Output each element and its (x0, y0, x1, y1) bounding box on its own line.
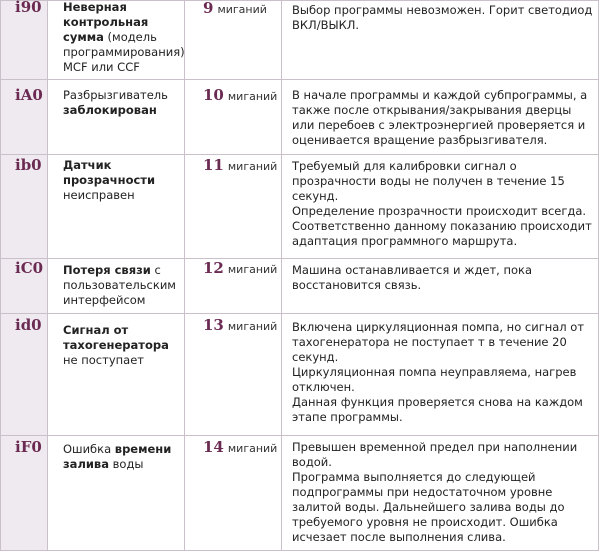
error-code: i90 (15, 0, 42, 16)
error-action: Включена циркуляционная помпа, но сигнал от тахогенератора не поступает т в течение 20 секунд. Циркуляционная помпа неуправляема, нагрев отключен. Данная функция проверяется снова на каждом этапе программы. (292, 320, 585, 424)
error-action: Машина останавливается и ждет, пока восстановится связь. (292, 263, 533, 292)
error-description: Датчик прозрачности неисправен (63, 158, 156, 202)
error-action: Требуемый для калибровки сигнал о прозрачности воды не получен в течение 15 секунд. Определение прозрачности происходит всегда. Соответственно данному показанию происходит адаптация программного маршрута. (292, 159, 592, 248)
blink-count: 9 миганий (203, 0, 267, 17)
error-code: id0 (15, 316, 42, 334)
blink-count: 13 миганий (203, 316, 278, 334)
error-description: Сигнал от тахогенератора не поступает (63, 323, 169, 367)
error-action: В начале программы и каждой субпрограммы, а также после открывания/закрывания дверцы или перебоев с электроэнергией проверяется и оценивается вращение разбрызгивателя. (292, 88, 588, 147)
table-row (1, 314, 599, 436)
table-row (1, 436, 599, 551)
table-row (1, 1, 599, 80)
error-action: Превышен временной предел при наполнении водой. Программа выполняется до следующей подпрограммы при недостаточном уровне залитой воды. Дальнейшего залива воды до требуемого уровня не происходит. Ошибка исчезает после выполнения слива. (292, 440, 578, 544)
error-code: ib0 (15, 156, 42, 174)
table-row (1, 80, 599, 155)
error-description: Неверная контрольная сумма (модель программирования) MCF или CCF (63, 0, 185, 74)
blink-count: 14 миганий (203, 438, 278, 456)
error-description: Разбрызгиватель заблокирован (63, 88, 168, 117)
error-description: Ошибка времени залива воды (63, 442, 172, 471)
error-action: Выбор программы невозможен. Горит светодиод ВКЛ/ВЫКЛ. (292, 3, 593, 32)
error-code: iF0 (15, 438, 42, 456)
blink-count: 11 миганий (203, 156, 278, 174)
error-code: iA0 (15, 86, 43, 104)
error-code: iC0 (15, 259, 44, 277)
blink-count: 10 миганий (203, 86, 278, 104)
blink-count: 12 миганий (203, 259, 278, 277)
table-row (1, 259, 599, 314)
table-row (1, 155, 599, 259)
error-description: Потеря связи с пользовательским интерфейсом (63, 263, 176, 307)
